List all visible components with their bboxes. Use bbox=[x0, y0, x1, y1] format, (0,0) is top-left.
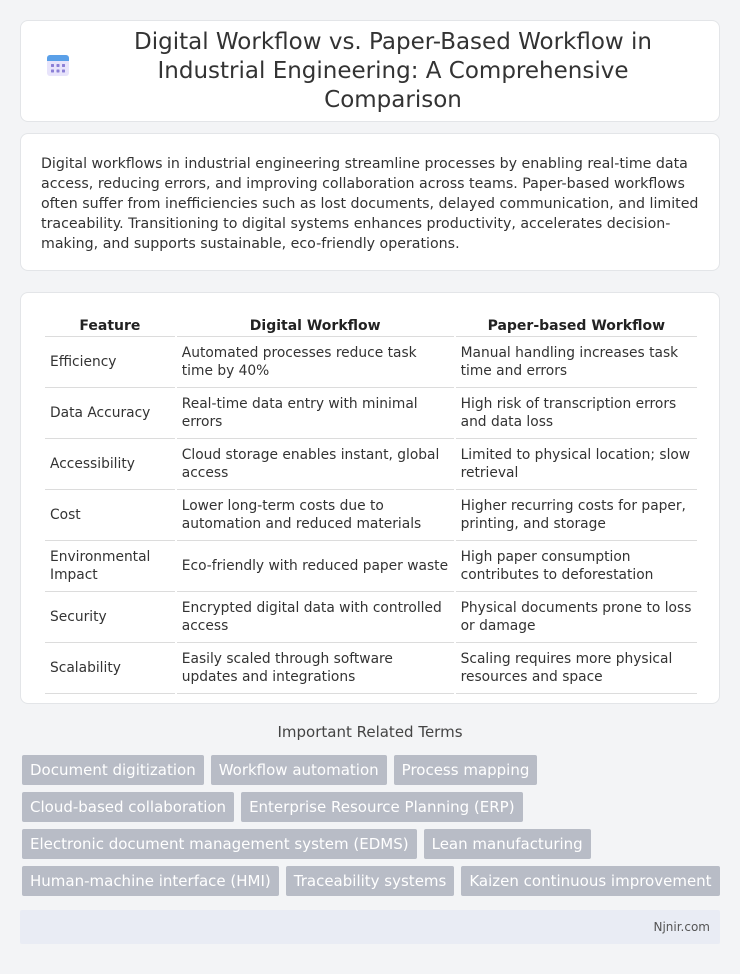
term-tag[interactable]: Human-machine interface (HMI) bbox=[22, 866, 279, 896]
header-paper: Paper-based Workflow bbox=[456, 311, 697, 337]
related-terms-list bbox=[22, 755, 722, 896]
table-row bbox=[45, 643, 697, 694]
intro-paragraph: Digital workflows in industrial engineering streamline processes by enabling real-time data access, reducing errors, and improving collaboration across teams. Paper-based workflows often suffer from inefficiencies such as lost documents, delayed communication, and limited traceability. Transitioning to digital systems enhances productivity, accelerates decision-making, and supports sustainable, eco-friendly operations. bbox=[41, 156, 699, 252]
calendar-icon bbox=[45, 52, 71, 78]
row-paper: Limited to physical location; slow retrieval bbox=[456, 439, 697, 490]
term-tag[interactable]: Process mapping bbox=[394, 755, 538, 785]
row-digital: Lower long-term costs due to automation and reduced materials bbox=[177, 490, 454, 541]
row-paper: High risk of transcription errors and data loss bbox=[456, 388, 697, 439]
row-paper: Higher recurring costs for paper, printing, and storage bbox=[456, 490, 697, 541]
header-digital: Digital Workflow bbox=[177, 311, 454, 337]
row-feature: Cost bbox=[45, 490, 175, 541]
table-row bbox=[45, 337, 697, 388]
term-tag[interactable]: Document digitization bbox=[22, 755, 204, 785]
term-tag[interactable]: Workflow automation bbox=[211, 755, 387, 785]
header-feature: Feature bbox=[45, 311, 175, 337]
row-feature: Data Accuracy bbox=[45, 388, 175, 439]
term-tag[interactable]: Electronic document management system (EDMS) bbox=[22, 829, 417, 859]
table-row bbox=[45, 439, 697, 490]
footer bbox=[20, 910, 720, 944]
row-digital: Encrypted digital data with controlled access bbox=[177, 592, 454, 643]
term-tag[interactable]: Kaizen continuous improvement bbox=[461, 866, 719, 896]
row-paper: Manual handling increases task time and errors bbox=[456, 337, 697, 388]
row-paper: High paper consumption contributes to deforestation bbox=[456, 541, 697, 592]
row-paper: Scaling requires more physical resources and space bbox=[456, 643, 697, 694]
term-tag[interactable]: Cloud-based collaboration bbox=[22, 792, 234, 822]
comparison-table bbox=[43, 311, 699, 694]
footer-site[interactable]: Njnir.com bbox=[653, 920, 710, 934]
table-row bbox=[45, 388, 697, 439]
table-row bbox=[45, 541, 697, 592]
table-row bbox=[45, 490, 697, 541]
row-feature: Scalability bbox=[45, 643, 175, 694]
row-digital: Cloud storage enables instant, global access bbox=[177, 439, 454, 490]
term-tag[interactable]: Traceability systems bbox=[286, 866, 455, 896]
row-feature: Efficiency bbox=[45, 337, 175, 388]
row-digital: Eco-friendly with reduced paper waste bbox=[177, 541, 454, 592]
table-row bbox=[45, 592, 697, 643]
title-card bbox=[20, 20, 720, 122]
row-paper: Physical documents prone to loss or damage bbox=[456, 592, 697, 643]
term-tag[interactable]: Lean manufacturing bbox=[424, 829, 591, 859]
intro-card bbox=[20, 133, 720, 271]
row-digital: Easily scaled through software updates and integrations bbox=[177, 643, 454, 694]
row-feature: Accessibility bbox=[45, 439, 175, 490]
title-wrap bbox=[45, 28, 695, 115]
page-title: Digital Workflow vs. Paper-Based Workflow in Industrial Engineering: A Comprehensive Comparison bbox=[134, 28, 652, 113]
row-feature: Environmental Impact bbox=[45, 541, 175, 592]
term-tag[interactable]: Enterprise Resource Planning (ERP) bbox=[241, 792, 523, 822]
row-digital: Automated processes reduce task time by 40% bbox=[177, 337, 454, 388]
table-header-row bbox=[45, 311, 697, 337]
comparison-table-card bbox=[20, 292, 720, 704]
row-digital: Real-time data entry with minimal errors bbox=[177, 388, 454, 439]
row-feature: Security bbox=[45, 592, 175, 643]
related-terms-title: Important Related Terms bbox=[277, 723, 463, 741]
